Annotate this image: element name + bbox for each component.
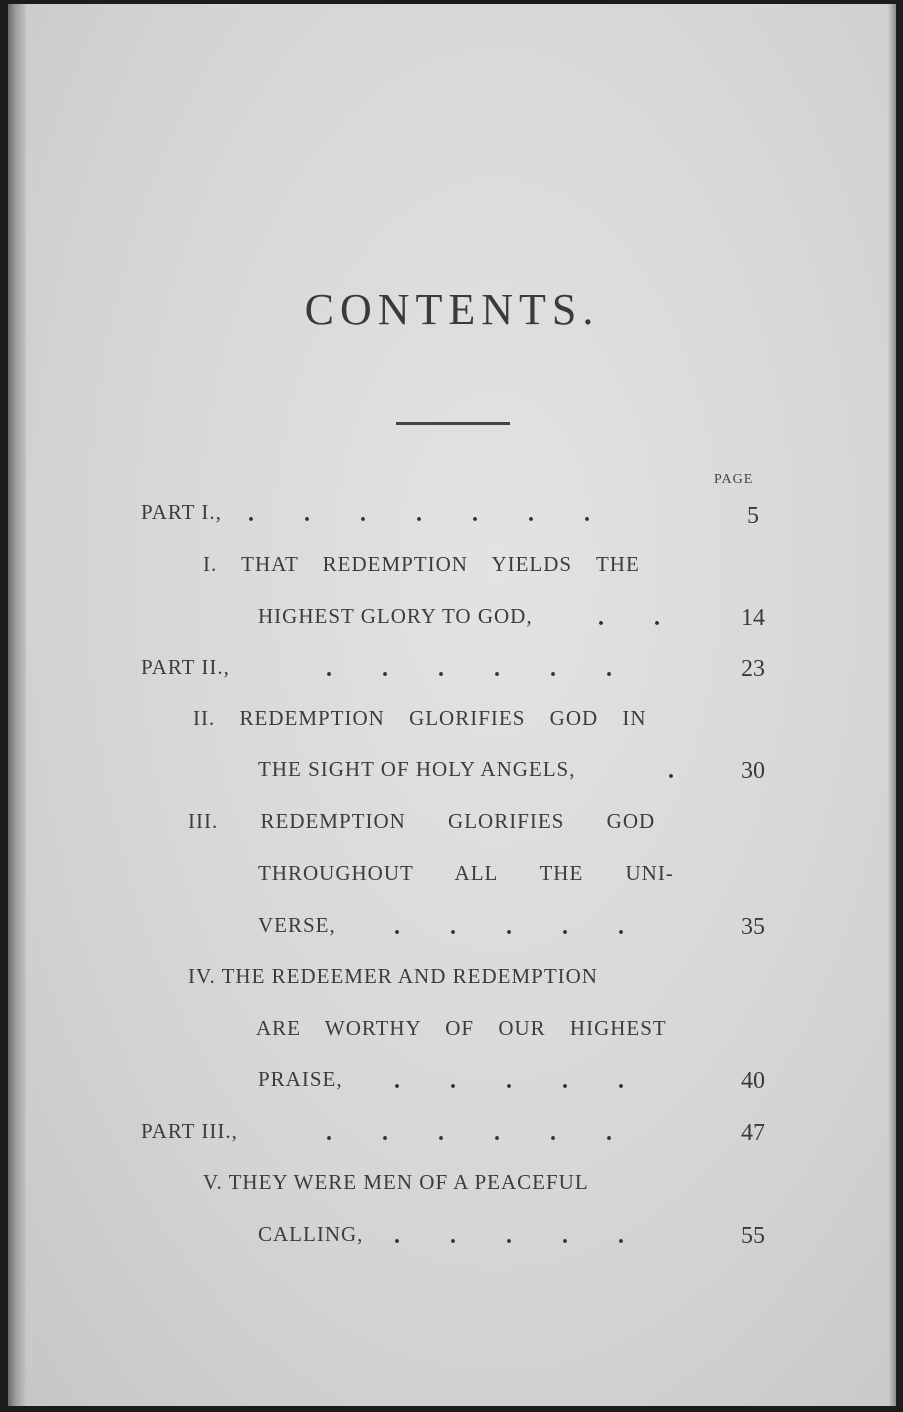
toc-entry-text: III. REDEMPTION GLORIFIES GOD <box>188 809 656 833</box>
toc-entry-text: II. REDEMPTION GLORIFIES GOD IN <box>193 706 647 730</box>
toc-entry-text: THROUGHOUT ALL THE UNI- <box>258 861 674 885</box>
toc-entry-text: PART III., <box>141 1119 238 1143</box>
toc-page-number: 30 <box>741 758 765 784</box>
leader-dots: . . . . . <box>394 914 624 940</box>
toc-entry-text: VERSE, <box>258 913 336 937</box>
leader-dots: . . . . . . . <box>248 501 590 527</box>
toc-entry-text: THE SIGHT OF HOLY ANGELS, <box>258 757 576 781</box>
toc-entry-text: V. THEY WERE MEN OF A PEACEFUL <box>203 1170 589 1194</box>
leader-dots: . . . . . . <box>326 656 612 682</box>
toc-page-number: 5 <box>747 503 759 529</box>
book-page <box>8 4 896 1406</box>
toc-page-number: 23 <box>741 656 765 682</box>
leader-dots: . . . . . <box>394 1068 624 1094</box>
toc-entry-text: PRAISE, <box>258 1067 343 1091</box>
toc-entry-text: CALLING, <box>258 1222 364 1246</box>
title-rule <box>396 422 510 425</box>
leader-dots: . . <box>598 605 660 631</box>
toc-entry-text: ARE WORTHY OF OUR HIGHEST <box>256 1016 667 1040</box>
toc-page-number: 55 <box>741 1223 765 1249</box>
page-column-label: PAGE <box>714 472 754 487</box>
contents-title: CONTENTS. <box>304 285 600 334</box>
toc-page-number: 14 <box>741 605 765 631</box>
book-spine <box>8 4 26 1406</box>
toc-entry-text: PART I., <box>141 500 222 524</box>
toc-page-number: 35 <box>741 914 765 940</box>
leader-dots: . <box>668 758 674 784</box>
toc-page-number: 40 <box>741 1068 765 1094</box>
toc-entry-text: I. THAT REDEMPTION YIELDS THE <box>203 552 640 576</box>
toc-page-number: 47 <box>741 1120 765 1146</box>
toc-entry-text: HIGHEST GLORY TO GOD, <box>258 604 533 628</box>
leader-dots: . . . . . <box>394 1223 624 1249</box>
toc-entry-text: IV. THE REDEEMER AND REDEMPTION <box>188 964 598 988</box>
toc-entry-text: PART II., <box>141 655 230 679</box>
leader-dots: . . . . . . <box>326 1120 612 1146</box>
page-edge <box>888 4 896 1406</box>
